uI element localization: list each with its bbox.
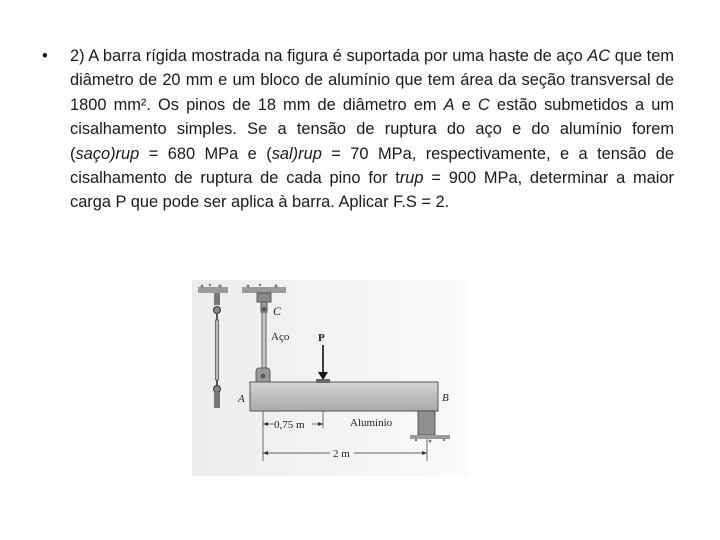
aluminum-block <box>418 411 435 435</box>
text-italic: sal)rup <box>271 144 322 163</box>
text-segment: e <box>454 95 478 114</box>
label-aluminio: Alumínio <box>350 417 393 429</box>
problem-paragraph <box>70 44 674 215</box>
figure-background <box>192 280 468 476</box>
text-italic: AC <box>587 47 611 65</box>
label-b: B <box>442 392 449 404</box>
text-italic: A <box>443 95 455 114</box>
rigid-bar <box>250 382 438 411</box>
text-segment: = 70 MPa, respectivamente, e a tensão de cisalhamento de ruptura de cada pino for t <box>70 144 674 188</box>
bullet-point: • <box>42 47 48 65</box>
text-segment: que tem diâmetro de 20 mm e um bloco de alumínio que tem área da seção transversal de 1800 mm². Os pinos de 18 mm de diâmetro em <box>70 47 674 114</box>
label-dim-075: 0,75 m <box>274 419 305 431</box>
text-italic: C <box>477 95 490 114</box>
label-dim-2m: 2 m <box>333 448 350 460</box>
label-a: A <box>238 393 245 405</box>
problem-statement <box>42 44 674 215</box>
steel-rod-ac <box>262 312 266 368</box>
floor-support <box>410 435 450 439</box>
label-p: P <box>318 332 325 344</box>
label-c: C <box>273 304 282 318</box>
text-segment: = 900 MPa, determinar a maior carga P que pode ser aplica à barra. Aplicar F.S = 2. <box>70 169 674 212</box>
text-italic: rup <box>399 169 424 188</box>
text-segment: estão submetidos a um cisalhamento simples. Se a tensão de ruptura do aço e do alumínio forem ( <box>70 95 675 163</box>
text-segment: = 680 MPa e ( <box>139 144 272 163</box>
label-aco: Aço <box>271 331 290 343</box>
text-italic: saço)rup <box>75 144 140 163</box>
text-segment: 2) A barra rígida mostrada na figura é suportada por uma haste de aço <box>70 47 588 65</box>
structure-figure <box>190 278 470 478</box>
